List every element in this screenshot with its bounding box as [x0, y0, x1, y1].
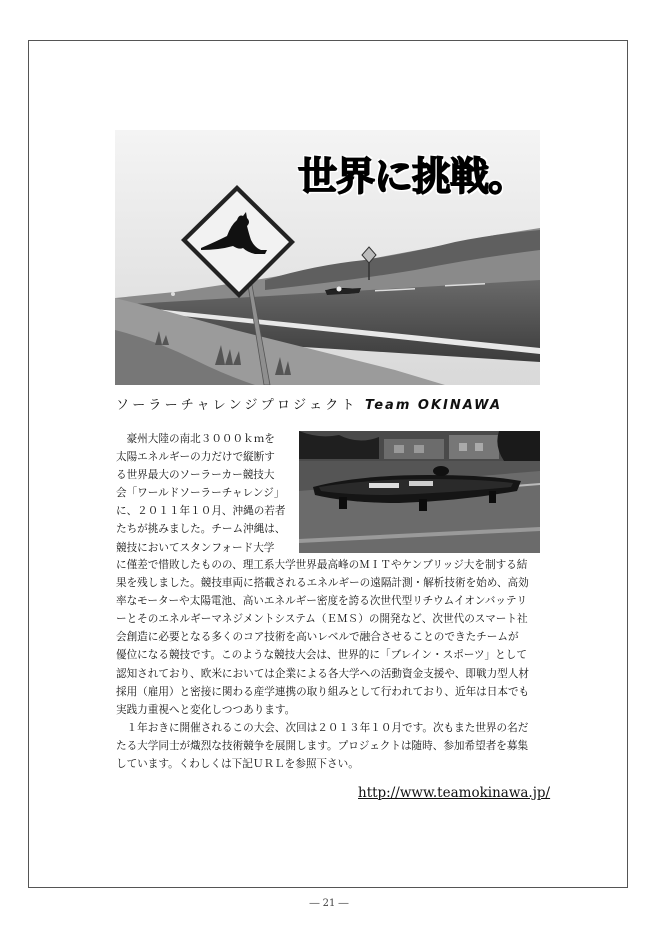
section-title-jp: ソーラーチャレンジプロジェクト: [116, 398, 358, 413]
body-line: に僅差で惜敗したものの、理工系大学世界最高峰のＭＩＴやケンブリッジ大を制する結: [116, 559, 528, 571]
body-line: 優位になる競技です。このような競技大会は、世界的に「ブレイン・スポーツ」として: [116, 649, 527, 662]
headline: 世界に挑戦。: [298, 155, 527, 200]
body-line: 競技においてスタンフォード大学: [116, 541, 275, 554]
body-text-wide: [116, 556, 550, 773]
body-line: 会「ワールドソーラーチャレンジ」: [116, 487, 285, 500]
project-url-link[interactable]: http://www.teamokinawa.jp/: [358, 785, 551, 801]
body-line: る世界最大のソーラーカー競技大: [116, 469, 275, 482]
body-line: 採用（雇用）と密接に関わる産学連携の取り組みとして行われており、近年は日本でも: [116, 685, 530, 698]
body-line: たる大学同士が熾烈な技術競争を展開します。プロジェクトは随時、参加希望者を募集: [116, 739, 529, 752]
body-line: 果を残しました。競技車両に搭載されるエネルギーの遠隔計測・解析技術を始め、高効: [116, 577, 529, 590]
body-line: 会創造に必要となる多くのコア技術を高いレベルで融合させることのできたチームが: [116, 631, 519, 644]
body-line: 率なモーターや太陽電池、高いエネルギー密度を誇る次世代型リチウムイオンバッテリ: [116, 595, 528, 608]
page-number: ― 21 ―: [309, 898, 349, 909]
body-line: しています。くわしくは下記ＵＲＬを参照下さい。: [116, 758, 359, 771]
body-line: １年おきに開催されるこの大会、次回は２０１３年１０月です。次もまた世界の名だ: [116, 721, 529, 734]
body-line: に、２０１１年１０月、沖縄の若者: [116, 505, 286, 518]
body-line: 豪州大陸の南北３０００ｋｍを: [116, 433, 275, 445]
body-line: たちが挑みました。チーム沖縄は、: [116, 523, 286, 536]
body-line: 実践力重視へと変化しつつあります。: [116, 703, 296, 716]
section-title-en: Team OKINAWA: [365, 398, 503, 413]
body-line: ーとそのエネルギーマネジメントシステム（ＥＭＳ）の開発など、次世代のスマート社: [116, 613, 528, 626]
section-title: [116, 394, 546, 413]
body-text-narrow: [116, 430, 299, 557]
body-line: 認知されており、欧米においては企業による各大学への活動資金支援や、即戦力型人材: [116, 667, 529, 680]
body-line: 太陽エネルギーの力だけで縦断す: [116, 451, 275, 464]
solar-car-photo: [299, 431, 540, 553]
